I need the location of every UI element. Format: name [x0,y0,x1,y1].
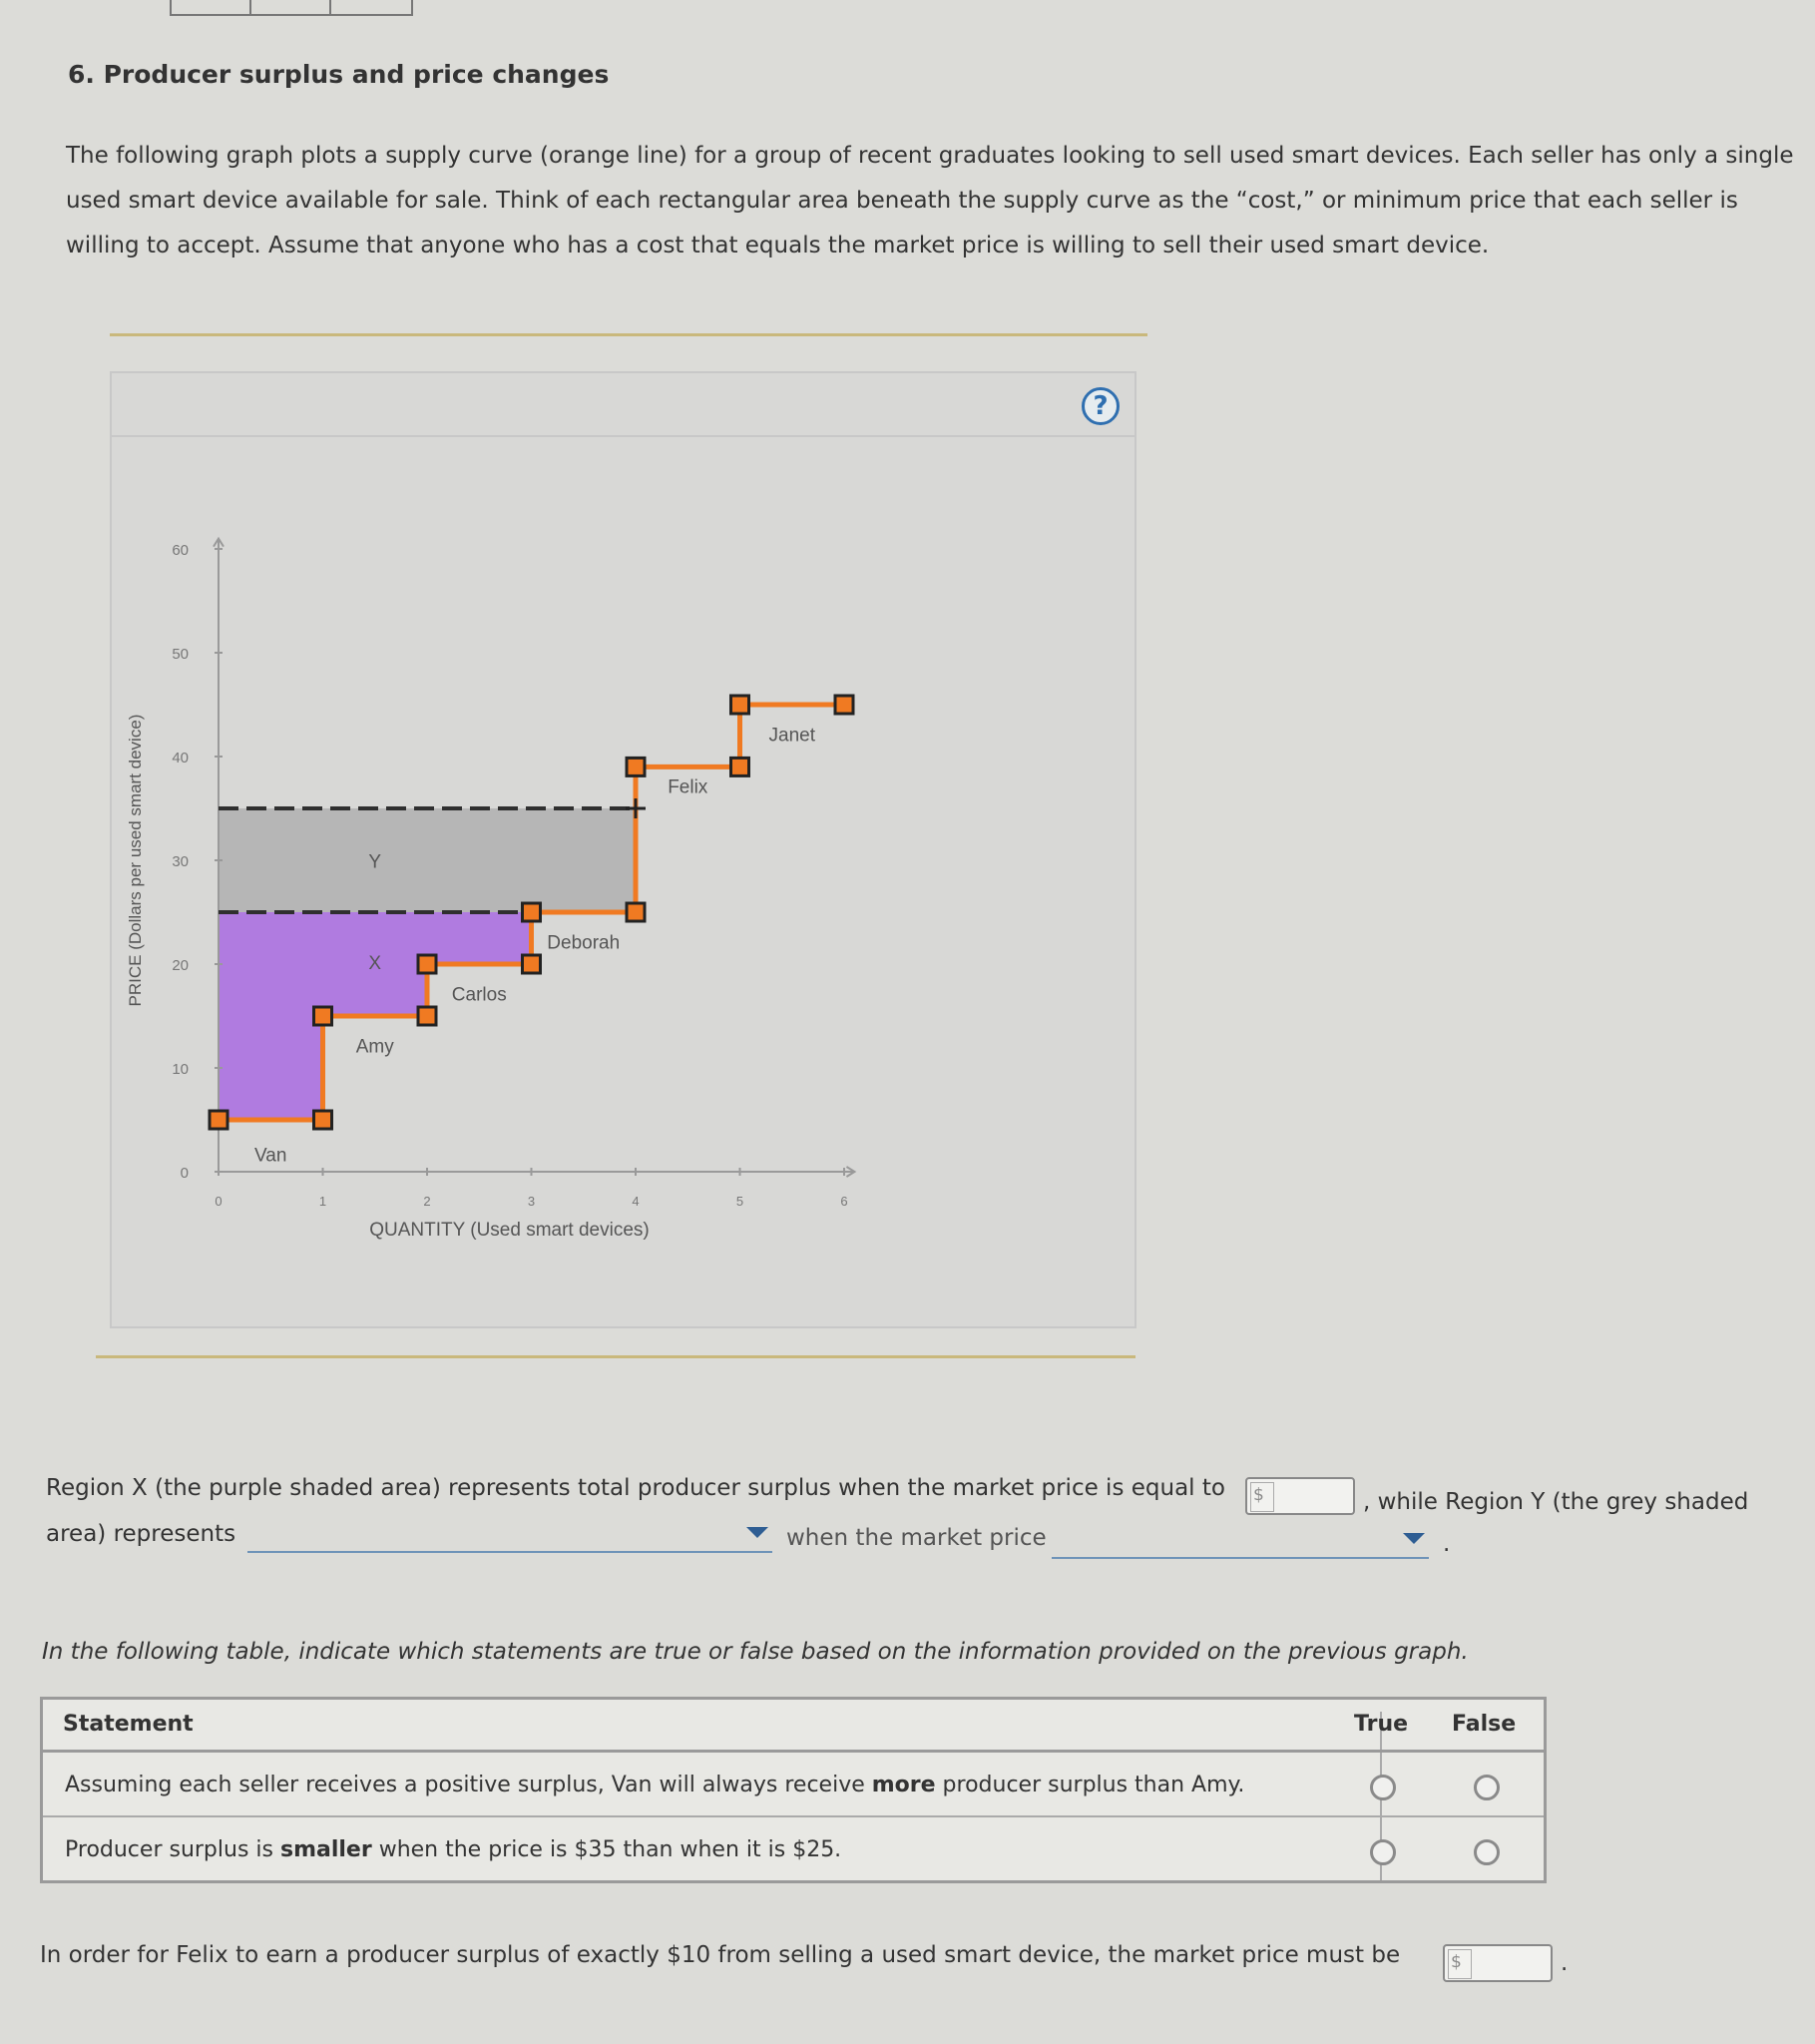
table-instruction: In the following table, indicate which statements are true or false based on the information provided on the previous graph. [42,1639,1469,1665]
question-title: 6. Producer surplus and price changes [68,60,610,89]
region-y-represents-dropdown[interactable] [247,1519,772,1553]
header-false: False [1452,1712,1517,1737]
x-axis-label: QUANTITY (Used smart devices) [369,1220,650,1241]
supply-point-marker [731,758,749,775]
period: . [1443,1531,1451,1557]
market-price-text: when the market price [786,1525,1047,1551]
y-tick-label: 10 [172,1061,189,1078]
region-y-label: Y [368,851,382,873]
market-price-dropdown[interactable] [1052,1525,1429,1559]
statement-text: Assuming each seller receives a positive surplus, Van will always receive more producer surplus than Amy. [65,1773,1245,1797]
seller-label-deborah: Deborah [547,932,621,954]
supply-chart [112,373,1134,1326]
supply-point-marker [731,696,749,714]
period: . [1561,1950,1569,1976]
felix-question-text: In order for Felix to earn a producer surplus of exactly $10 from selling a used smart device, the market price must be [40,1942,1401,1968]
x-tick-label: 0 [215,1194,223,1209]
supply-point-marker [418,955,436,973]
supply-point-marker [627,758,645,775]
chevron-down-icon [1403,1533,1425,1544]
table-header [43,1700,1544,1753]
header-true: True [1354,1712,1409,1737]
radio-false[interactable] [1474,1775,1500,1800]
region-y-text-line2: area) represents [46,1521,236,1547]
supply-point-marker [314,1007,332,1025]
supply-point-marker [210,1111,227,1129]
seller-label-janet: Janet [768,725,815,747]
felix-price-input[interactable]: $ [1443,1944,1553,1982]
seller-label-amy: Amy [355,1036,394,1058]
graph-panel [110,371,1136,1328]
supply-point-marker [523,955,541,973]
region-y-text: , while Region Y (the grey shaded [1363,1489,1749,1515]
table-row [43,1753,1544,1817]
x-tick-label: 2 [423,1194,431,1209]
chevron-down-icon [746,1527,768,1538]
radio-true[interactable] [1370,1839,1396,1865]
help-button[interactable]: ? [1082,387,1120,425]
seller-label-felix: Felix [668,776,708,798]
statement-text: Producer surplus is smaller when the price is $35 than when it is $25. [65,1837,842,1862]
region-x-label: X [368,953,382,975]
region-x-price-input[interactable]: $ [1245,1477,1355,1515]
x-tick-label: 3 [527,1194,536,1209]
seller-label-van: Van [254,1145,287,1167]
supply-point-marker [627,903,645,921]
supply-point-marker [418,1007,436,1025]
y-axis-label: PRICE (Dollars per used smart device) [126,714,145,1007]
header-statement: Statement [63,1712,194,1737]
region-x-text: Region X (the purple shaded area) represents total producer surplus when the market price is equal to [46,1475,1225,1501]
supply-point-marker [314,1111,332,1129]
top-tab-strip[interactable] [170,0,413,16]
table-row [43,1817,1544,1880]
divider-top [110,333,1147,336]
region-y-shaded-area [219,808,636,912]
x-tick-label: 1 [318,1194,327,1209]
radio-true[interactable] [1370,1775,1396,1800]
y-tick-label: 20 [172,957,189,974]
true-false-table [40,1697,1547,1883]
question-intro: The following graph plots a supply curve (orange line) for a group of recent graduates looking to sell used smart devices. Each seller has only a single used smart device available for sale. Think of each rectangular area beneath the supply curve as the “cost,” or minimum price that each seller is willing to accept. Assume that anyone who has a cost that equals the market price is willing to sell their used smart device. [66,143,1794,258]
supply-point-marker [835,696,853,714]
y-tick-label: 50 [172,646,189,663]
y-tick-label: 40 [172,750,189,766]
y-tick-label: 30 [172,853,189,870]
y-tick-label: 0 [180,1165,189,1182]
supply-point-marker [523,903,541,921]
x-tick-label: 6 [840,1194,848,1209]
y-tick-label: 60 [172,542,189,559]
divider-bottom [96,1355,1135,1358]
x-tick-label: 5 [735,1194,744,1209]
radio-false[interactable] [1474,1839,1500,1865]
seller-label-carlos: Carlos [451,984,507,1006]
x-tick-label: 4 [632,1194,640,1209]
